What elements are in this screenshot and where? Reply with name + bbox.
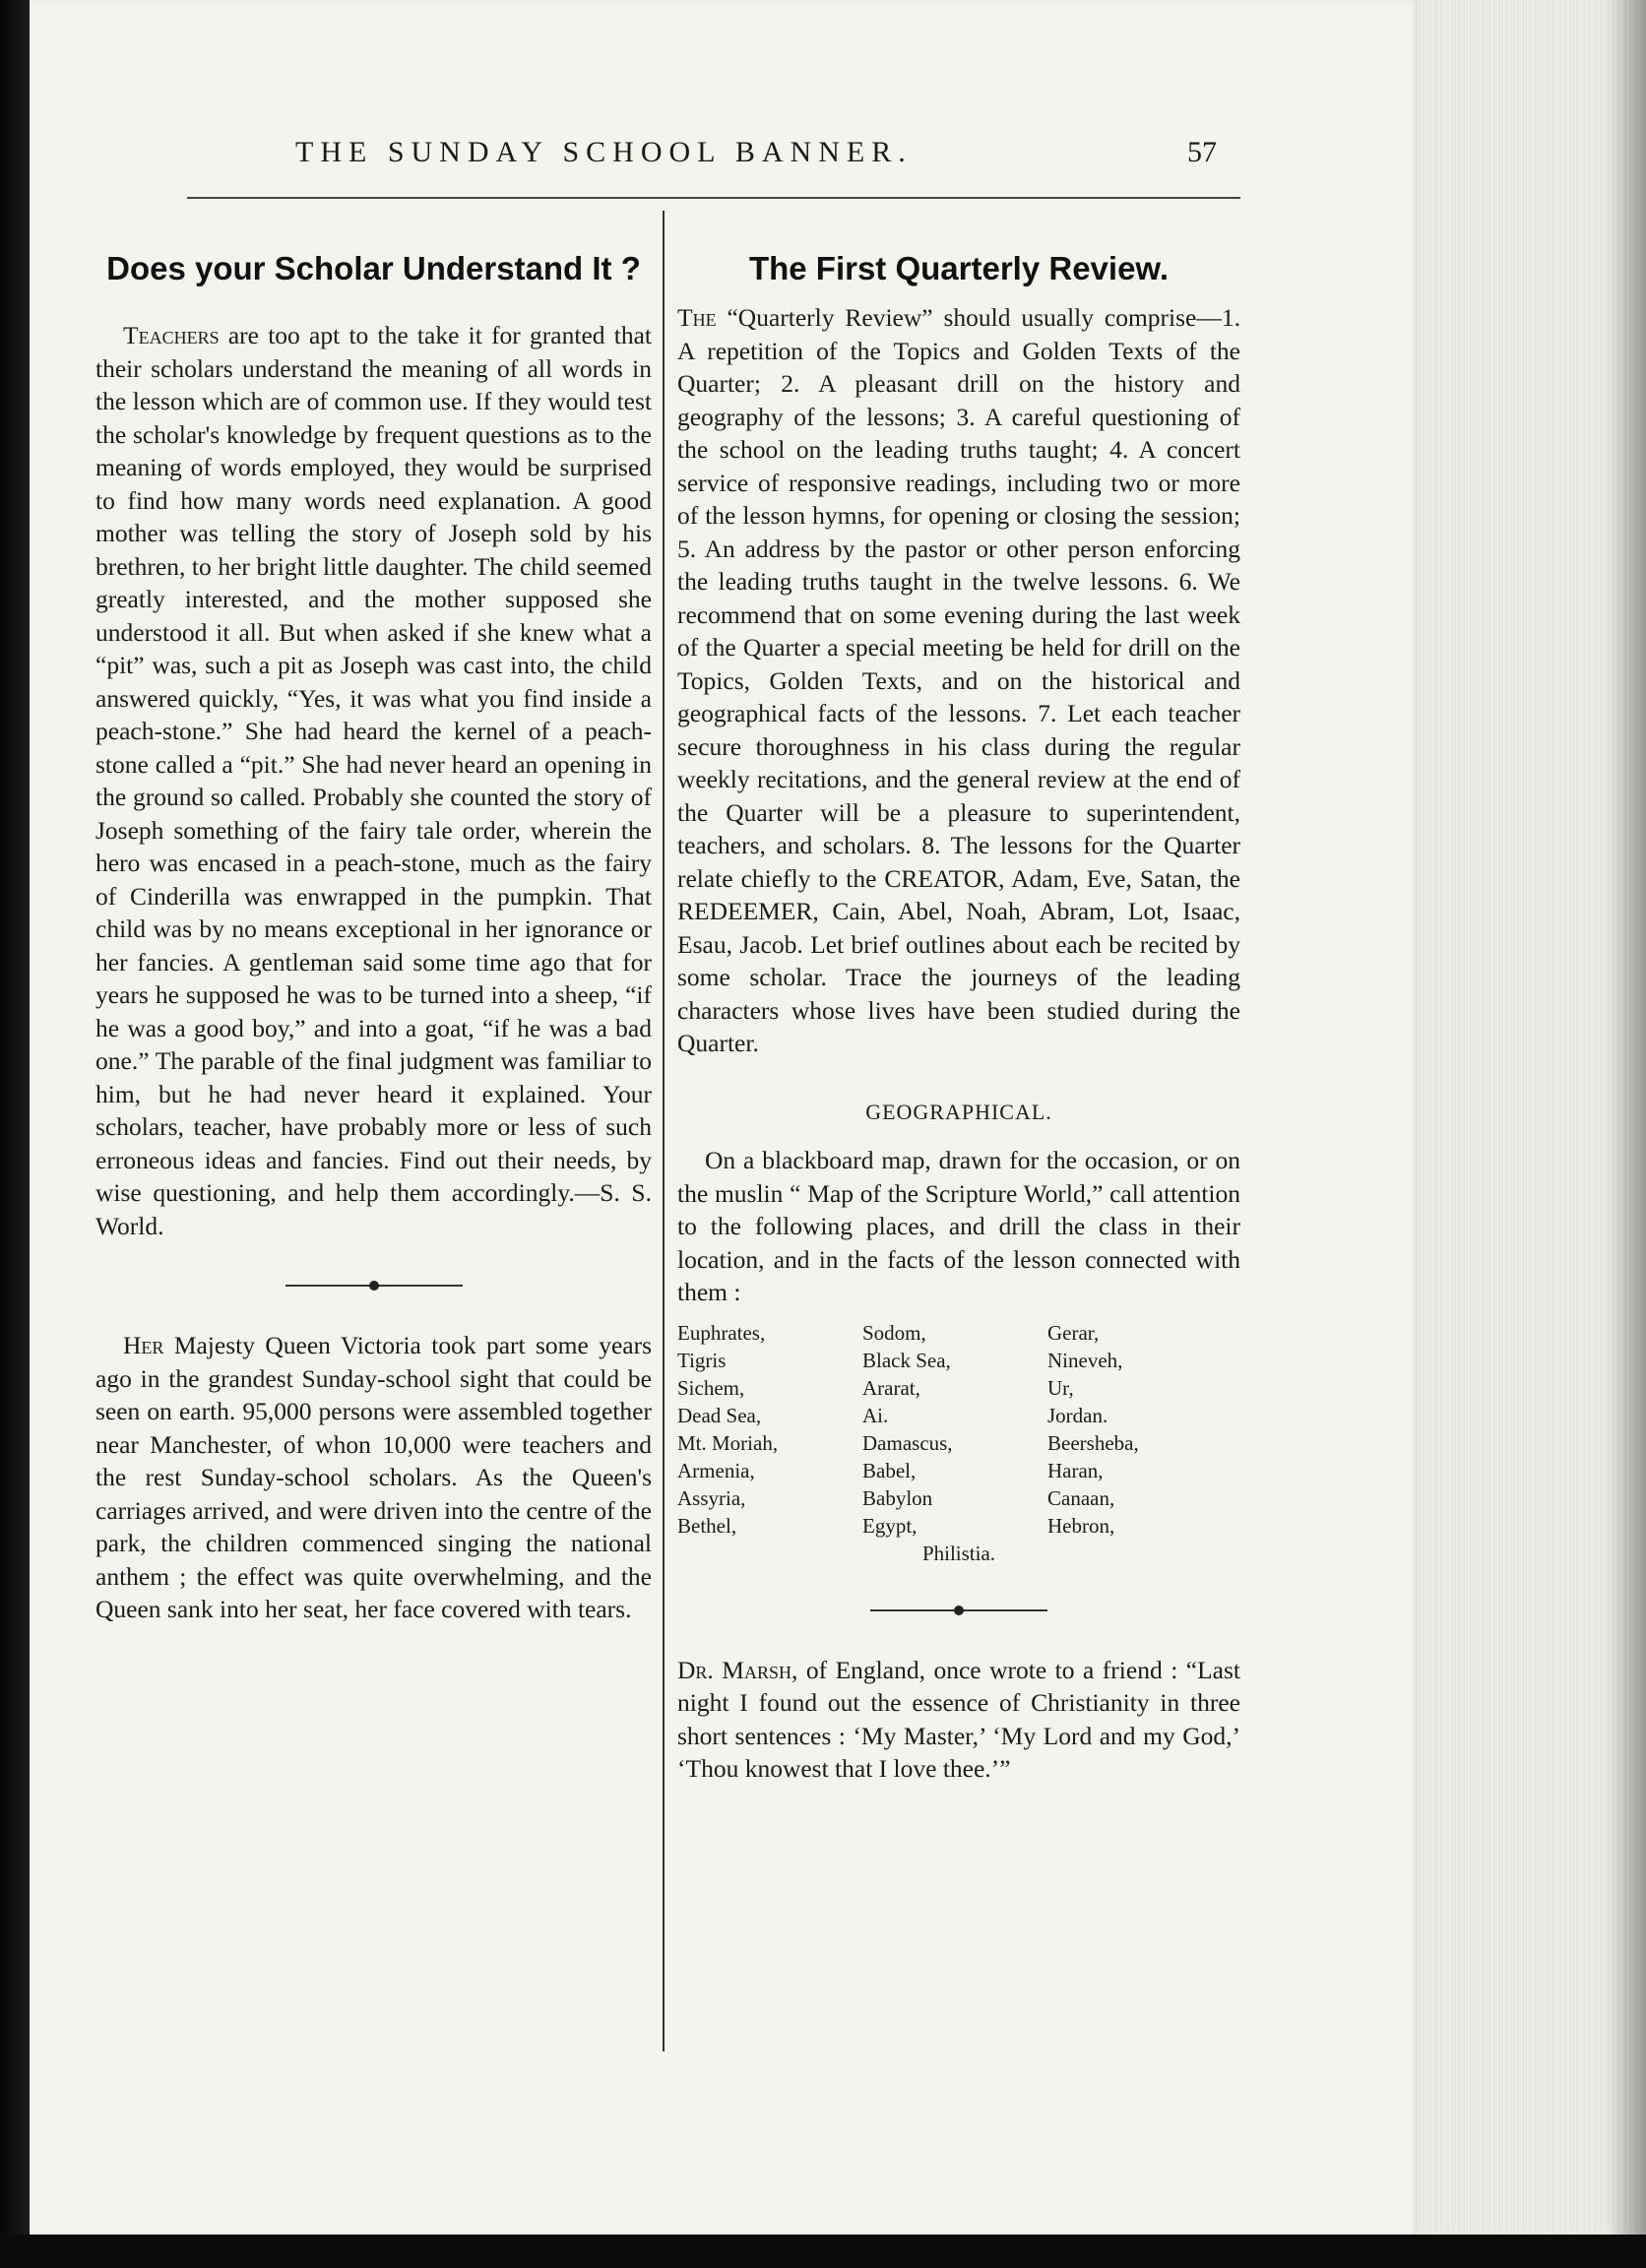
- place-item: Damascus,: [862, 1430, 953, 1455]
- dr-marsh-text: of England, once wrote to a friend : “Last night I found out the essence of Christianity in three short sentences : ‘My Master,’ ‘My Lord and my God,’ ‘Thou knowest that I love thee.’”: [677, 1655, 1240, 1783]
- places-column-2: [862, 1319, 1047, 1540]
- place-item: Armenia,: [677, 1458, 755, 1482]
- geographical-intro: On a blackboard map, drawn for the occasion, or on the muslin “ Map of the Scripture World,” call attention to the following places, and drill the class in their location, and in the facts of the lesson connected with them :: [677, 1146, 1240, 1306]
- page-edges: [1418, 0, 1646, 2244]
- binding-shadow: [0, 0, 30, 2268]
- right-article-lead-word: The: [677, 303, 717, 332]
- place-item: Babel,: [862, 1458, 917, 1482]
- left-article-lead-word: Teachers: [123, 321, 220, 349]
- section-ornament: [870, 1601, 1047, 1620]
- places-list: [677, 1319, 1240, 1540]
- place-item: Egypt,: [862, 1513, 918, 1538]
- page-number: 57: [1187, 136, 1217, 168]
- left-column: [95, 246, 652, 1626]
- places-column-3: [1047, 1319, 1233, 1540]
- place-item: Tigris: [677, 1348, 727, 1372]
- place-item: Gerar,: [1047, 1320, 1100, 1345]
- place-item: Ai.: [862, 1403, 889, 1427]
- running-title: THE SUNDAY SCHOOL BANNER.: [295, 136, 913, 168]
- place-item: Hebron,: [1047, 1513, 1115, 1538]
- left-article-text: are too apt to the take it for granted that their scholars understand the meaning of all words in the lesson which are of common use. If they would test the scholar's knowledge by frequent questions as to the meaning of words employed, they would be surprised to find how many words need explanation. A good mother was telling the story of Joseph sold by his brethren, to her bright little daughter. The child seemed greatly interested, and the mother supposed she understood it all. But when asked if she knew what a “pit” was, such a pit as Joseph was cast into, the child answered quickly, “Yes, it was what you find inside a peach-stone.” She had heard the kernel of a peach-stone called a “pit.” She had never heard an opening in the ground so called. Probably she counted the story of Joseph something of the fairy tale order, wherein the hero was encased in a peach-stone, much as the fairy of Cinderilla was enwrapped in the pumpkin. That child was by no means exceptional in her ignorance or her fancies. A gentleman said some time ago that for years he supposed he was to be turned into a sheep, “if he was a good boy,” and into a goat, “if he was a bad one.” The parable of the final judgment was familiar to him, but he had never heard it explained. Your scholars, teacher, have probably more or less of such erroneous ideas and fancies. Find out their needs, by wise questioning, and help them accordingly.—S. S. World.: [95, 321, 652, 1240]
- place-item: Jordan.: [1047, 1403, 1108, 1427]
- queen-paragraph-lead-word: Her: [123, 1331, 164, 1359]
- header-rule: [187, 197, 1240, 199]
- bottom-shadow: [0, 2235, 1646, 2268]
- section-ornament: [285, 1276, 463, 1295]
- place-item: Babylon: [862, 1485, 933, 1510]
- places-column-1: [677, 1319, 862, 1540]
- right-column: [677, 246, 1240, 1786]
- right-article-text: “Quarterly Review” should usually comprise—1. A repetition of the Topics and Golden Texts of the Quarter; 2. A pleasant drill on the history and geography of the lessons; 3. A careful questioning of the school on the leading truths taught; 4. A concert service of responsive readings, including two or more of the lesson hymns, for opening or closing the session; 5. An address by the pastor or other person enforcing the leading truths taught in the twelve lessons. 6. We recommend that on some evening during the last week of the Quarter a special meeting be held for drill on the Topics, Golden Texts, and on the historical and geographical facts of the lessons. 7. Let each teacher secure thoroughness in his class during the regular weekly recitations, and the general review at the end of the Quarter will be a pleasure to superintendent, teachers, and scholars. 8. The lessons for the Quarter relate chiefly to the CREATOR, Adam, Eve, Satan, the REDEEMER, Cain, Abel, Noah, Abram, Lot, Isaac, Esau, Jacob. Let brief outlines about each be recited by some scholar. Trace the journeys of the leading characters whose lives have been studied during the Quarter.: [677, 303, 1240, 1057]
- queen-victoria-paragraph: [95, 1329, 652, 1626]
- place-item: Assyria,: [677, 1485, 746, 1510]
- place-item: Dead Sea,: [677, 1403, 762, 1427]
- dr-marsh-paragraph: [677, 1654, 1240, 1786]
- place-item: Haran,: [1047, 1458, 1104, 1482]
- place-item: Euphrates,: [677, 1320, 766, 1345]
- place-item: Bethel,: [677, 1513, 737, 1538]
- place-item: Beersheba,: [1047, 1430, 1139, 1455]
- geographical-heading: GEOGRAPHICAL.: [865, 1099, 1052, 1124]
- place-item: Canaan,: [1047, 1485, 1115, 1510]
- left-article-body: [95, 319, 652, 1242]
- right-article-title: The First Quarterly Review.: [748, 250, 1170, 286]
- place-item: Ararat,: [862, 1375, 920, 1400]
- place-item: Ur,: [1047, 1375, 1074, 1400]
- right-article-body: [677, 301, 1240, 1060]
- place-item: Mt. Moriah,: [677, 1430, 779, 1455]
- queen-paragraph-text: Majesty Queen Victoria took part some years ago in the grandest Sunday-school sight that could be seen on earth. 95,000 persons were assembled together near Manchester, of whon 10,000 were teachers and the rest Sunday-school scholars. As the Queen's carriages arrived, and were driven into the centre of the park, the children commenced singing the national anthem ; the effect was quite overwhelming, and the Queen sank into her seat, her face covered with tears.: [95, 1331, 652, 1623]
- left-article-title: Does your Scholar Understand It ?: [106, 250, 641, 286]
- column-divider: [663, 211, 665, 2051]
- place-item: Sichem,: [677, 1375, 745, 1400]
- place-item: Nineveh,: [1047, 1348, 1123, 1372]
- place-item: Black Sea,: [862, 1348, 951, 1372]
- place-item: Sodom,: [862, 1320, 926, 1345]
- place-item-philistia: Philistia.: [921, 1541, 996, 1565]
- dr-marsh-lead: Dr. Marsh,: [677, 1655, 798, 1684]
